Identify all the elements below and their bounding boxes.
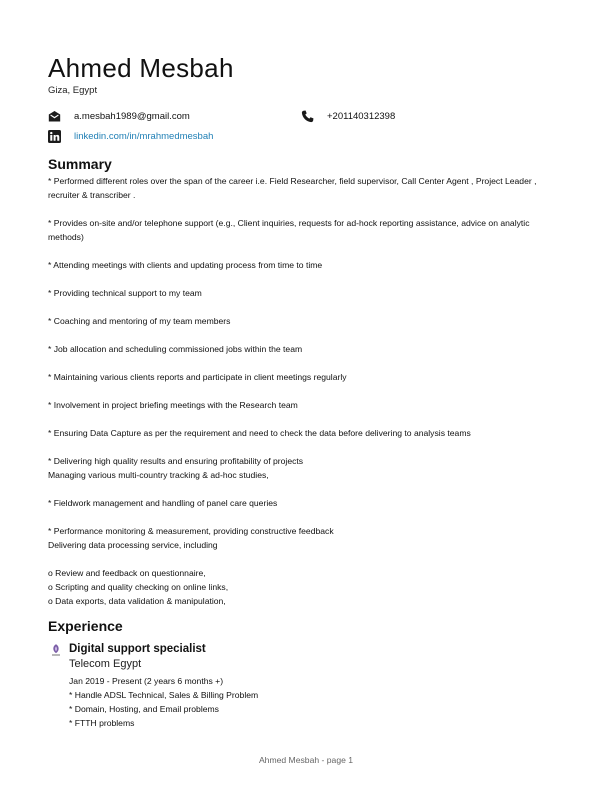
paragraph-spacer: [48, 356, 553, 370]
paragraph-spacer: [48, 244, 553, 258]
job-bullet: * Domain, Hosting, and Email problems: [69, 704, 219, 714]
job-dates: Jan 2019 - Present (2 years 6 months +): [69, 676, 224, 686]
paragraph-spacer: [48, 440, 553, 454]
paragraph-spacer: [48, 510, 553, 524]
job-company: Telecom Egypt: [69, 658, 142, 670]
paragraph-spacer: [48, 482, 553, 496]
summary-line: o Review and feedback on questionnaire,: [48, 568, 206, 578]
contact-phone: [301, 108, 395, 124]
summary-line: * Delivering high quality results and ensuring profitability of projects: [48, 456, 304, 466]
envelope-icon: [48, 110, 68, 123]
summary-line: * Involvement in project briefing meetings with the Research team: [48, 400, 298, 410]
paragraph-spacer: [48, 384, 553, 398]
candidate-location: Giza, Egypt: [48, 85, 98, 96]
summary-line: * Performance monitoring & measurement, providing constructive feedback: [48, 526, 334, 536]
paragraph-spacer: [48, 412, 553, 426]
email-text: a.mesbah1989@gmail.com: [74, 110, 190, 122]
summary-line: Delivering data processing service, including: [48, 540, 218, 550]
job-bullet: * Handle ADSL Technical, Sales & Billing Problem: [69, 690, 259, 700]
candidate-name: Ahmed Mesbah: [48, 53, 234, 83]
linkedin-link[interactable]: linkedin.com/in/mrahmedmesbah: [74, 130, 214, 142]
summary-line: Managing various multi-country tracking & ad-hoc studies,: [48, 470, 269, 480]
page-footer: Ahmed Mesbah - page 1: [258, 755, 354, 765]
company-logo-icon: [49, 643, 63, 657]
paragraph-spacer: [48, 328, 553, 342]
summary-heading: Summary: [48, 156, 112, 172]
phone-icon: [301, 110, 321, 123]
experience-heading: Experience: [48, 618, 123, 634]
summary-line: * Performed different roles over the span of the career i.e. Field Researcher, field supervisor, Call Center Agent , Project Leader , recruiter & transcriber .: [48, 176, 537, 200]
summary-line: o Data exports, data validation & manipulation,: [48, 596, 226, 606]
summary-line: * Maintaining various clients reports and participate in client meetings regularly: [48, 372, 347, 382]
phone-text: +201140312398: [327, 110, 396, 122]
job-responsibilities: [69, 688, 258, 730]
paragraph-spacer: [48, 300, 553, 314]
job-title: Digital support specialist: [69, 643, 206, 655]
paragraph-spacer: [48, 272, 553, 286]
summary-line: * Attending meetings with clients and updating process from time to time: [48, 260, 323, 270]
summary-line: * Coaching and mentoring of my team members: [48, 316, 231, 326]
summary-line: * Providing technical support to my team: [48, 288, 202, 298]
summary-line: * Job allocation and scheduling commissioned jobs within the team: [48, 344, 303, 354]
summary-body: [48, 174, 553, 608]
summary-line: * Fieldwork management and handling of panel care queries: [48, 498, 278, 508]
paragraph-spacer: [48, 202, 553, 216]
summary-line: o Scripting and quality checking on online links,: [48, 582, 229, 592]
summary-line: * Provides on-site and/or telephone support (e.g., Client inquiries, requests for ad-hock reporting assistance, advice on analytic methods): [48, 218, 530, 242]
linkedin-icon: [48, 130, 68, 143]
job-bullet: * FTTH problems: [69, 718, 135, 728]
contact-linkedin: [48, 128, 213, 144]
summary-line: * Ensuring Data Capture as per the requirement and need to check the data before delivering to analysis teams: [48, 428, 471, 438]
contact-email: [48, 108, 190, 124]
paragraph-spacer: [48, 552, 553, 566]
